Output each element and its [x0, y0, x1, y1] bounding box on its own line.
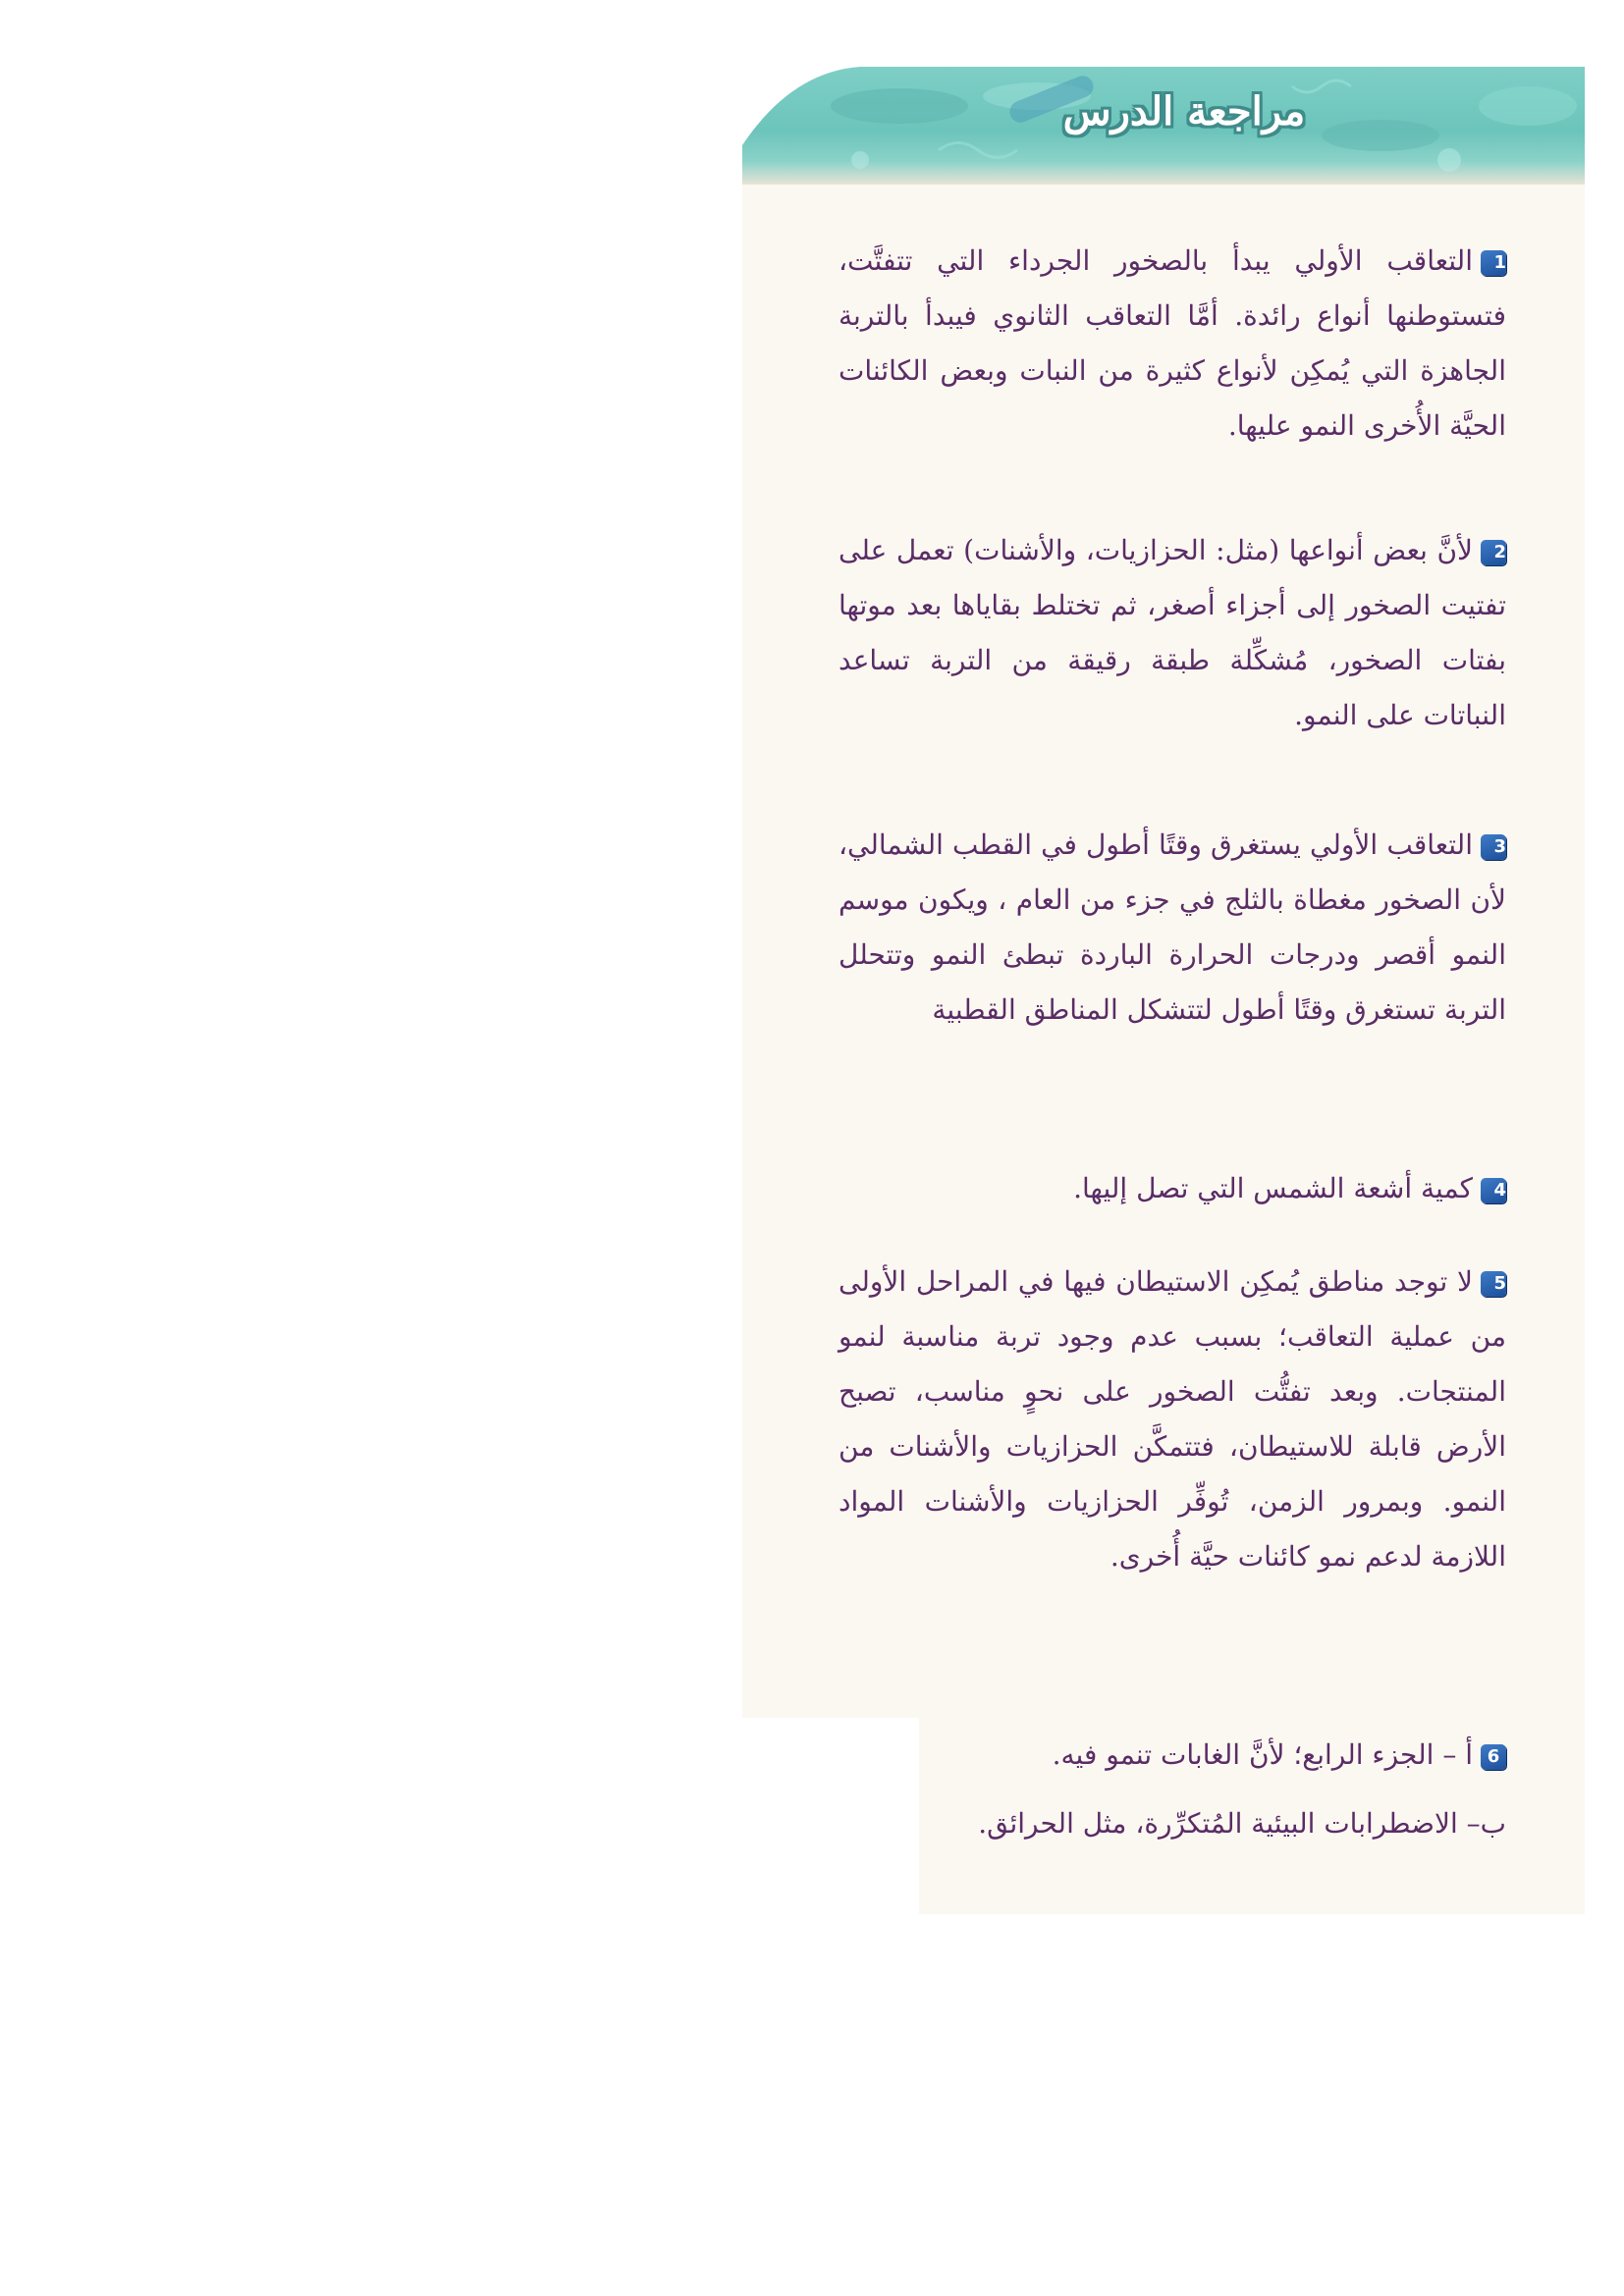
answer-text: ب– الاضطرابات البيئية المُتكرِّرة، مثل الحرائق. [978, 1807, 1506, 1840]
answer-number-badge: 1 [1481, 250, 1506, 276]
answer-text: كمية أشعة الشمس التي تصل إليها. [1073, 1172, 1473, 1204]
lesson-review-header [742, 67, 1585, 185]
answer-text: التعاقب الأولي يستغرق وقتًا أطول في القطب الشمالي، لأن الصخور مغطاة بالثلج في جزء من العام ، ويكون موسم النمو أقصر ودرجات الحرارة الباردة تبطئ النمو وتتحلل التربة تستغرق وقتًا أطول لتتشكل المناطق القطبية [839, 828, 1506, 1026]
answer-number-badge: 5 [1481, 1271, 1506, 1297]
answer-text: لا توجد مناطق يُمكِن الاستيطان فيها في المراحل الأولى من عملية التعاقب؛ بسبب عدم وجود تربة مناسبة لنمو المنتجات. وبعد تفتُّت الصخور على نحوٍ مناسب، تصبح الأرض قابلة للاستيطان، فتتمكَّن الحزازيات والأشنات من النمو. وبمرور الزمن، تُوفِّر الحزازيات والأشنات المواد اللازمة لدعم نمو كائنات حيَّة أُخرى. [839, 1265, 1506, 1573]
answer-number-badge: 2 [1481, 540, 1506, 565]
answer-3 [839, 818, 1506, 1038]
answer-2 [839, 523, 1506, 743]
answer-1 [839, 234, 1506, 454]
question-6-panel [919, 1718, 1585, 1914]
answer-number-badge: 3 [1481, 834, 1506, 860]
answer-6-part-a [897, 1728, 1506, 1783]
answer-5 [839, 1255, 1506, 1584]
lesson-review-title: مراجعة الدرس [1062, 88, 1306, 134]
answer-number-badge: 4 [1481, 1178, 1506, 1203]
answer-4 [839, 1161, 1506, 1216]
answer-text: أ – الجزء الرابع؛ لأنَّ الغابات تنمو فيه. [1052, 1738, 1473, 1771]
header-corner-curve [742, 67, 860, 145]
answer-text: لأنَّ بعض أنواعها (مثل: الحزازيات، والأشنات) تعمل على تفتيت الصخور إلى أجزاء أصغر، ثم تختلط بقاياها بعد موتها بفتات الصخور، مُشكِّلة طبقة رقيقة من التربة تساعد النباتات على النمو. [839, 534, 1506, 731]
answer-6-part-b [897, 1796, 1506, 1851]
answer-number-badge: 6 [1481, 1744, 1506, 1770]
answer-text: التعاقب الأولي يبدأ بالصخور الجرداء التي تتفتَّت، فتستوطنها أنواع رائدة. أمَّا التعاقب الثانوي فيبدأ بالتربة الجاهزة التي يُمكِن لأنواع كثيرة من النبات وبعض الكائنات الحيَّة الأُخرى النمو عليها. [839, 244, 1506, 442]
lesson-review-panel [742, 67, 1585, 1718]
